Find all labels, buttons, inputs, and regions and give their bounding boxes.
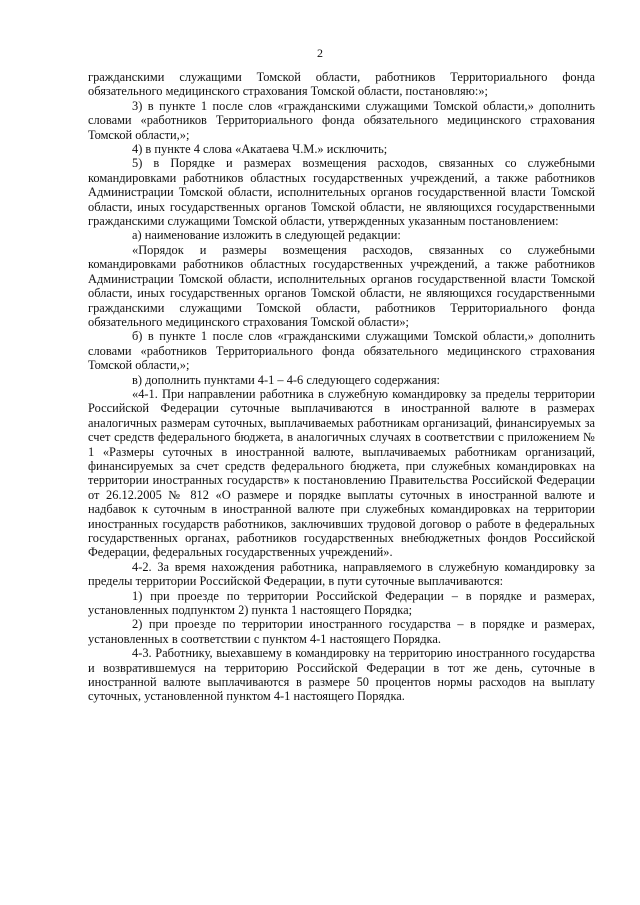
paragraph: 5) в Порядке и размерах возмещения расходов, связанных со служебными командировками работников областных государственных учреждений, а также работников Администрации Томской области, исполнительных органов государственной власти Томской области, иных государственных органов Томской области, не являющихся государственными гражданскими служащими Томской области, утвержденных указанным постановлением:: [88, 156, 595, 229]
paragraph: 4) в пункте 4 слова «Акатаева Ч.М.» исключить;: [132, 142, 388, 157]
paragraph: «4-1. При направлении работника в служебную командировку за пределы территории Российской Федерации суточные выплачиваются в иностранной валюте в размерах аналогичных размерам суточных, выплачиваемых работникам организаций, финансируемых за счет средств федерального бюджета, в аналогичных случаях в соответствии с приложением № 1 «Размеры суточных в иностранной валюте, выплачиваемых работникам организаций, финансируемых за счет средств федерального бюджета, при служебных командировках на территории иностранных государств» к постановлению Правительства Российской Федерации от 26.12.2005 № 812 «О размере и порядке выплаты суточных в иностранной валюте и надбавок к суточным в иностранной валюте при служебных командировках на территории иностранных государств работников, заключивших трудовой договор о работе в федеральных государственных органах, работников государственных внебюджетных фондов Российской Федерации, федеральных государственных учреждений».: [88, 386, 595, 560]
paragraph: а) наименование изложить в следующей редакции:: [132, 228, 401, 243]
paragraph: 1) при проезде по территории Российской Федерации – в порядке и размерах, установленных подпунктом 2) пункта 1 настоящего Порядка;: [88, 588, 595, 618]
paragraph: гражданскими служащими Томской области, работников Территориального фонда обязательного медицинского страхования Томской области, постановляю:»;: [88, 70, 595, 99]
paragraph: 2) при проезде по территории иностранного государства – в порядке и размерах, установленных в соответствии с пунктом 4-1 настоящего Порядка.: [88, 617, 595, 646]
paragraph: «Порядок и размеры возмещения расходов, связанных со служебными командировками работников областных государственных учреждений, а также работников Администрации Томской области, исполнительных органов государственной власти Томской области, иных государственных органов Томской области, не являющихся государственными гражданскими служащими Томской области, работников Территориального фонда обязательного медицинского страхования Томской области»;: [88, 242, 595, 329]
paragraph: 4-3. Работнику, выехавшему в командировку на территорию иностранного государства и возвратившемуся на территорию Российской Федерации в тот же день, суточные в иностранной валюте выплачиваются в размере 50 процентов нормы расходов на выплату суточных, установленной пунктом 4-1 настоящего Порядка.: [88, 646, 595, 704]
paragraph: 3) в пункте 1 после слов «гражданскими служащими Томской области,» дополнить словами «работников Территориального фонда обязательного медицинского страхования Томской области,»;: [88, 98, 595, 142]
document-body: [88, 70, 595, 704]
paragraph: 4-2. За время нахождения работника, направляемого в служебную командировку за пределы территории Российской Федерации, в пути суточные выплачиваются:: [88, 559, 595, 589]
paragraph: в) дополнить пунктами 4-1 – 4-6 следующего содержания:: [132, 372, 440, 387]
page-number: 2: [317, 46, 323, 60]
paragraph: б) в пункте 1 после слов «гражданскими служащими Томской области,» дополнить словами «работников Территориального фонда обязательного медицинского страхования Томской области,»;: [88, 329, 595, 373]
